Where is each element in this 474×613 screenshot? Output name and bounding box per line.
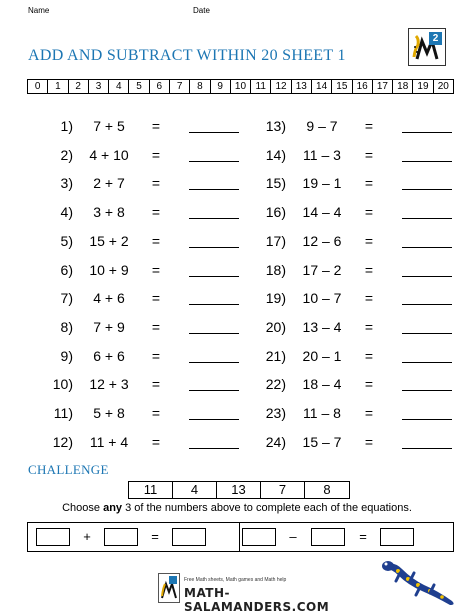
number-line-cell: 12 xyxy=(271,80,291,93)
number-line-cell: 16 xyxy=(353,80,373,93)
problem-expression: 20 – 1 xyxy=(302,348,342,364)
problem-expression: 18 – 4 xyxy=(302,376,342,392)
answer-blank[interactable] xyxy=(189,321,239,334)
problem-number: 19) xyxy=(265,290,286,306)
equation-divider xyxy=(239,523,240,551)
addition-answer-box-1[interactable] xyxy=(36,528,70,546)
challenge-label: CHALLENGE xyxy=(28,462,109,477)
footer-tagline: Free Math sheets, Math games and Math help xyxy=(184,577,287,583)
problem-expression: 13 – 4 xyxy=(302,319,342,335)
footer-brand xyxy=(158,573,338,613)
answer-blank[interactable] xyxy=(402,206,452,219)
problem-expression: 15 – 7 xyxy=(302,434,342,450)
answer-blank[interactable] xyxy=(402,436,452,449)
answer-blank[interactable] xyxy=(189,120,239,133)
problem-row xyxy=(253,260,452,280)
number-line-cell: 0 xyxy=(28,80,48,93)
equals-sign: = xyxy=(364,147,374,163)
problem-expression: 11 + 4 xyxy=(89,434,129,450)
problem-number: 24) xyxy=(265,434,286,450)
problem-number: 9) xyxy=(60,348,73,364)
equals-sign: = xyxy=(151,262,161,278)
number-line-cell: 8 xyxy=(190,80,210,93)
minus-sign: – xyxy=(289,529,297,544)
subtraction-answer-box-3[interactable] xyxy=(380,528,414,546)
equals-sign-right: = xyxy=(359,529,367,544)
problem-row xyxy=(40,346,239,366)
problem-expression: 14 – 4 xyxy=(302,204,342,220)
equals-sign: = xyxy=(364,434,374,450)
challenge-number: 7 xyxy=(261,482,305,498)
problem-number: 3) xyxy=(60,175,73,191)
problem-row xyxy=(253,374,452,394)
number-line-cell: 17 xyxy=(373,80,393,93)
number-line-cell: 19 xyxy=(413,80,433,93)
problem-number: 1) xyxy=(60,118,73,134)
equals-sign: = xyxy=(151,204,161,220)
problem-row xyxy=(253,288,452,308)
answer-blank[interactable] xyxy=(189,149,239,162)
problem-number: 10) xyxy=(52,376,73,392)
instruction-text-bold: any xyxy=(103,502,123,514)
problem-row xyxy=(253,403,452,423)
equals-sign: = xyxy=(151,376,161,392)
problem-row xyxy=(253,317,452,337)
problem-expression: 10 – 7 xyxy=(302,290,342,306)
problem-expression: 2 + 7 xyxy=(93,175,125,191)
problem-number: 2) xyxy=(60,147,73,163)
subtraction-answer-box-1[interactable] xyxy=(242,528,276,546)
equals-sign: = xyxy=(151,348,161,364)
problem-expression: 4 + 10 xyxy=(89,147,129,163)
equals-sign: = xyxy=(364,405,374,421)
problem-row xyxy=(253,116,452,136)
answer-blank[interactable] xyxy=(189,206,239,219)
answer-blank[interactable] xyxy=(189,235,239,248)
number-line-cell: 11 xyxy=(251,80,271,93)
problem-expression: 12 – 6 xyxy=(302,233,342,249)
equals-sign: = xyxy=(151,319,161,335)
challenge-number: 13 xyxy=(217,482,261,498)
equals-sign: = xyxy=(364,175,374,191)
answer-blank[interactable] xyxy=(402,407,452,420)
problem-number: 22) xyxy=(265,376,286,392)
problem-number: 21) xyxy=(265,348,286,364)
problem-row xyxy=(40,145,239,165)
problem-row xyxy=(40,288,239,308)
logo-number: 2 xyxy=(429,32,442,45)
equals-sign-left: = xyxy=(151,529,159,544)
problem-expression: 6 + 6 xyxy=(93,348,125,364)
challenge-number-bank xyxy=(128,481,350,499)
problem-row xyxy=(253,346,452,366)
equals-sign: = xyxy=(151,147,161,163)
number-line-cell: 7 xyxy=(170,80,190,93)
answer-blank[interactable] xyxy=(189,292,239,305)
problem-number: 16) xyxy=(265,204,286,220)
problem-expression: 19 – 1 xyxy=(302,175,342,191)
problem-expression: 3 + 8 xyxy=(93,204,125,220)
worksheet-title: ADD AND SUBTRACT WITHIN 20 SHEET 1 xyxy=(28,47,346,64)
problem-row xyxy=(40,260,239,280)
number-line xyxy=(27,79,454,94)
problem-row xyxy=(40,231,239,251)
date-label: Date xyxy=(193,6,210,15)
number-line-cell: 9 xyxy=(211,80,231,93)
equals-sign: = xyxy=(364,376,374,392)
problem-expression: 5 + 8 xyxy=(93,405,125,421)
salamander-icon xyxy=(380,555,462,609)
answer-blank[interactable] xyxy=(402,378,452,391)
answer-blank[interactable] xyxy=(189,436,239,449)
answer-blank[interactable] xyxy=(189,378,239,391)
number-line-cell: 18 xyxy=(393,80,413,93)
number-line-cell: 2 xyxy=(69,80,89,93)
problem-expression: 4 + 6 xyxy=(93,290,125,306)
number-line-cell: 13 xyxy=(292,80,312,93)
answer-blank[interactable] xyxy=(189,407,239,420)
problem-expression: 11 – 3 xyxy=(303,147,341,163)
problem-row xyxy=(40,116,239,136)
instruction-text-post: 3 of the numbers above to complete each of the equations. xyxy=(122,502,412,514)
challenge-equations-frame xyxy=(27,522,454,552)
problem-row xyxy=(40,173,239,193)
problem-number: 17) xyxy=(265,233,286,249)
answer-blank[interactable] xyxy=(402,292,452,305)
number-line-cell: 10 xyxy=(231,80,251,93)
problem-row xyxy=(253,432,452,452)
equals-sign: = xyxy=(364,348,374,364)
problem-expression: 7 + 5 xyxy=(93,118,125,134)
number-line-cell: 1 xyxy=(48,80,68,93)
problem-number: 14) xyxy=(265,147,286,163)
number-line-cell: 20 xyxy=(437,81,449,92)
equals-sign: = xyxy=(151,434,161,450)
answer-blank[interactable] xyxy=(189,350,239,363)
problem-number: 6) xyxy=(60,262,73,278)
problem-row xyxy=(253,173,452,193)
equals-sign: = xyxy=(364,262,374,278)
answer-blank[interactable] xyxy=(402,350,452,363)
number-line-cell: 15 xyxy=(332,80,352,93)
challenge-instruction xyxy=(0,502,474,514)
problem-row xyxy=(253,202,452,222)
problem-number: 13) xyxy=(265,118,286,134)
addition-answer-box-3[interactable] xyxy=(172,528,206,546)
answer-blank[interactable] xyxy=(402,120,452,133)
addition-answer-box-2[interactable] xyxy=(104,528,138,546)
equals-sign: = xyxy=(151,175,161,191)
problem-number: 18) xyxy=(265,262,286,278)
name-label: Name xyxy=(28,6,50,15)
problem-row xyxy=(253,231,452,251)
problem-expression: 15 + 2 xyxy=(89,233,129,249)
equals-sign: = xyxy=(151,118,161,134)
equals-sign: = xyxy=(151,290,161,306)
math-salamanders-logo-icon xyxy=(408,28,446,66)
plus-sign: + xyxy=(83,529,91,544)
problem-number: 23) xyxy=(265,405,286,421)
problem-row xyxy=(40,432,239,452)
challenge-number: 11 xyxy=(129,482,173,498)
challenge-number: 8 xyxy=(323,482,331,497)
answer-blank[interactable] xyxy=(402,321,452,334)
problem-expression: 10 + 9 xyxy=(89,262,129,278)
problem-row xyxy=(40,403,239,423)
equals-sign: = xyxy=(364,118,374,134)
challenge-number: 4 xyxy=(173,482,217,498)
problem-row xyxy=(40,374,239,394)
problem-expression: 7 + 9 xyxy=(93,319,125,335)
answer-blank[interactable] xyxy=(402,264,452,277)
problem-row xyxy=(40,202,239,222)
instruction-text-pre: Choose xyxy=(62,502,104,514)
footer-website[interactable]: MATH-SALAMANDERS.COM xyxy=(184,586,330,613)
equals-sign: = xyxy=(364,204,374,220)
problem-number: 8) xyxy=(60,319,73,335)
number-line-cell: 14 xyxy=(312,80,332,93)
problem-number: 15) xyxy=(265,175,286,191)
problem-number: 5) xyxy=(60,233,73,249)
number-line-cell: 3 xyxy=(89,80,109,93)
answer-blank[interactable] xyxy=(189,177,239,190)
equals-sign: = xyxy=(364,319,374,335)
problem-number: 4) xyxy=(60,204,73,220)
problem-number: 20) xyxy=(265,319,286,335)
number-line-cell: 5 xyxy=(129,80,149,93)
problem-row xyxy=(40,317,239,337)
problem-number: 12) xyxy=(52,434,73,450)
answer-blank[interactable] xyxy=(402,235,452,248)
problem-row xyxy=(253,145,452,165)
equals-sign: = xyxy=(364,290,374,306)
number-line-cell: 6 xyxy=(150,80,170,93)
problem-expression: 17 – 2 xyxy=(302,262,342,278)
problem-number: 7) xyxy=(60,290,73,306)
equals-sign: = xyxy=(364,233,374,249)
equals-sign: = xyxy=(151,233,161,249)
answer-blank[interactable] xyxy=(402,149,452,162)
problem-number: 11) xyxy=(53,405,73,421)
answer-blank[interactable] xyxy=(189,264,239,277)
subtraction-answer-box-2[interactable] xyxy=(311,528,345,546)
number-line-cell: 4 xyxy=(109,80,129,93)
equals-sign: = xyxy=(151,405,161,421)
problem-expression: 9 – 7 xyxy=(306,118,338,134)
problem-expression: 11 – 8 xyxy=(303,405,341,421)
problem-expression: 12 + 3 xyxy=(89,376,129,392)
footer-logo-icon xyxy=(158,573,180,603)
answer-blank[interactable] xyxy=(402,177,452,190)
